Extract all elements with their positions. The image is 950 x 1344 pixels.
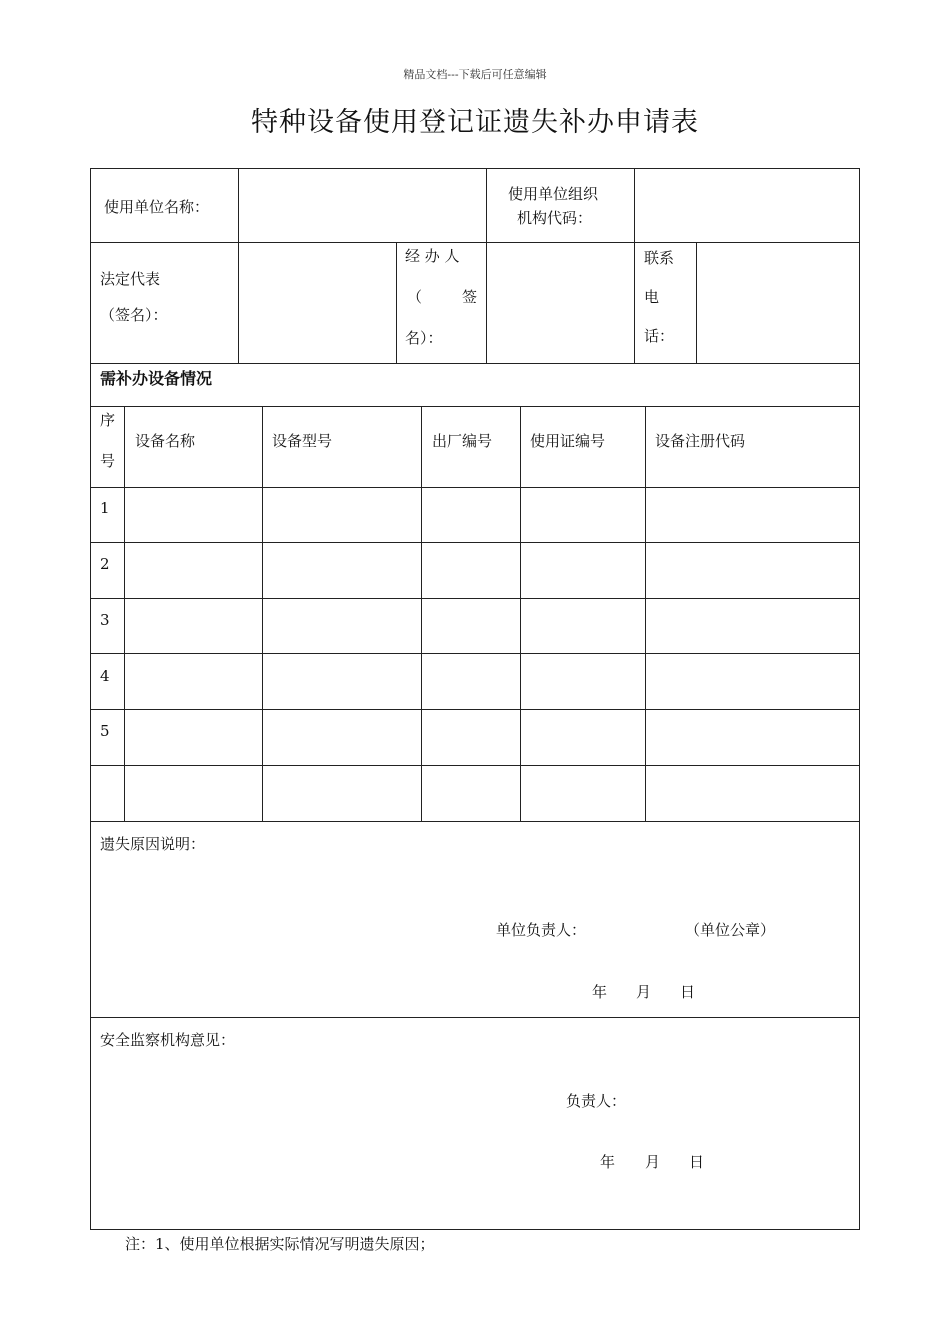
row-divider <box>90 598 860 599</box>
date-month: 月 <box>645 1153 661 1171</box>
date-day: 日 <box>680 983 696 1001</box>
row-number: 2 <box>100 555 110 573</box>
row-divider <box>90 709 860 710</box>
unit-seal-label: （单位公章） <box>685 921 776 939</box>
row-divider <box>90 363 860 364</box>
row-divider <box>90 765 860 766</box>
loss-reason-label: 遗失原因说明： <box>100 835 206 853</box>
col-divider <box>486 242 487 363</box>
date-year: 年 <box>592 983 608 1001</box>
page-title: 特种设备使用登记证遗失补办申请表 <box>251 107 699 138</box>
org-code-label-line1: 使用单位组织 <box>508 185 599 203</box>
row-divider <box>90 821 860 822</box>
col-divider <box>262 406 263 821</box>
col-divider <box>486 168 487 242</box>
row-divider <box>90 653 860 654</box>
col-seq-line1: 序 <box>100 411 116 429</box>
row-divider <box>90 406 860 407</box>
legal-rep-label-line2: （签名）： <box>100 306 168 324</box>
handler-label-line3: 名）： <box>405 329 443 347</box>
col-divider <box>421 406 422 821</box>
unit-leader-label: 单位负责人： <box>496 921 587 939</box>
form-table <box>90 168 860 1230</box>
row-number: 1 <box>100 499 110 517</box>
date-month: 月 <box>636 983 652 1001</box>
row-divider <box>90 542 860 543</box>
row-divider <box>90 487 860 488</box>
row-number: 3 <box>100 611 110 629</box>
col-divider <box>634 242 635 363</box>
col-reg-code: 设备注册代码 <box>655 432 746 450</box>
legal-rep-label-line1: 法定代表 <box>100 270 161 288</box>
col-divider <box>645 406 646 821</box>
col-divider <box>124 406 125 821</box>
date-day: 日 <box>689 1153 705 1171</box>
leader-label: 负责人： <box>566 1092 627 1110</box>
col-cert-no: 使用证编号 <box>530 432 606 450</box>
handler-label-line2a: （ <box>407 288 423 306</box>
org-code-label-line2: 机构代码： <box>517 209 593 227</box>
date-year: 年 <box>600 1153 616 1171</box>
contact-label-line3: 话： <box>644 327 675 345</box>
col-factory-no: 出厂编号 <box>432 432 493 450</box>
header-note: 精品文档---下载后可任意编辑 <box>403 68 547 81</box>
col-divider <box>238 242 239 363</box>
col-seq-line2: 号 <box>100 452 116 470</box>
handler-label-line2b: 签 <box>462 288 478 306</box>
contact-label-line1: 联系 <box>644 249 675 267</box>
col-divider <box>238 168 239 242</box>
col-divider <box>396 242 397 363</box>
row-number: 4 <box>100 667 110 685</box>
section-title: 需补办设备情况 <box>100 369 213 388</box>
row-number: 5 <box>100 722 110 740</box>
col-divider <box>696 242 697 363</box>
contact-label-line2: 电 <box>644 288 660 306</box>
col-equipment-name: 设备名称 <box>135 432 196 450</box>
footer-note: 注：1、使用单位根据实际情况写明遗失原因； <box>125 1235 435 1253</box>
row-divider <box>90 1017 860 1018</box>
handler-label-line1: 经 办 人 <box>405 247 460 265</box>
row-divider <box>90 242 860 243</box>
unit-name-label: 使用单位名称： <box>104 198 210 216</box>
col-equipment-model: 设备型号 <box>272 432 333 450</box>
supervision-label: 安全监察机构意见： <box>100 1031 236 1049</box>
col-divider <box>634 168 635 242</box>
col-divider <box>520 406 521 821</box>
